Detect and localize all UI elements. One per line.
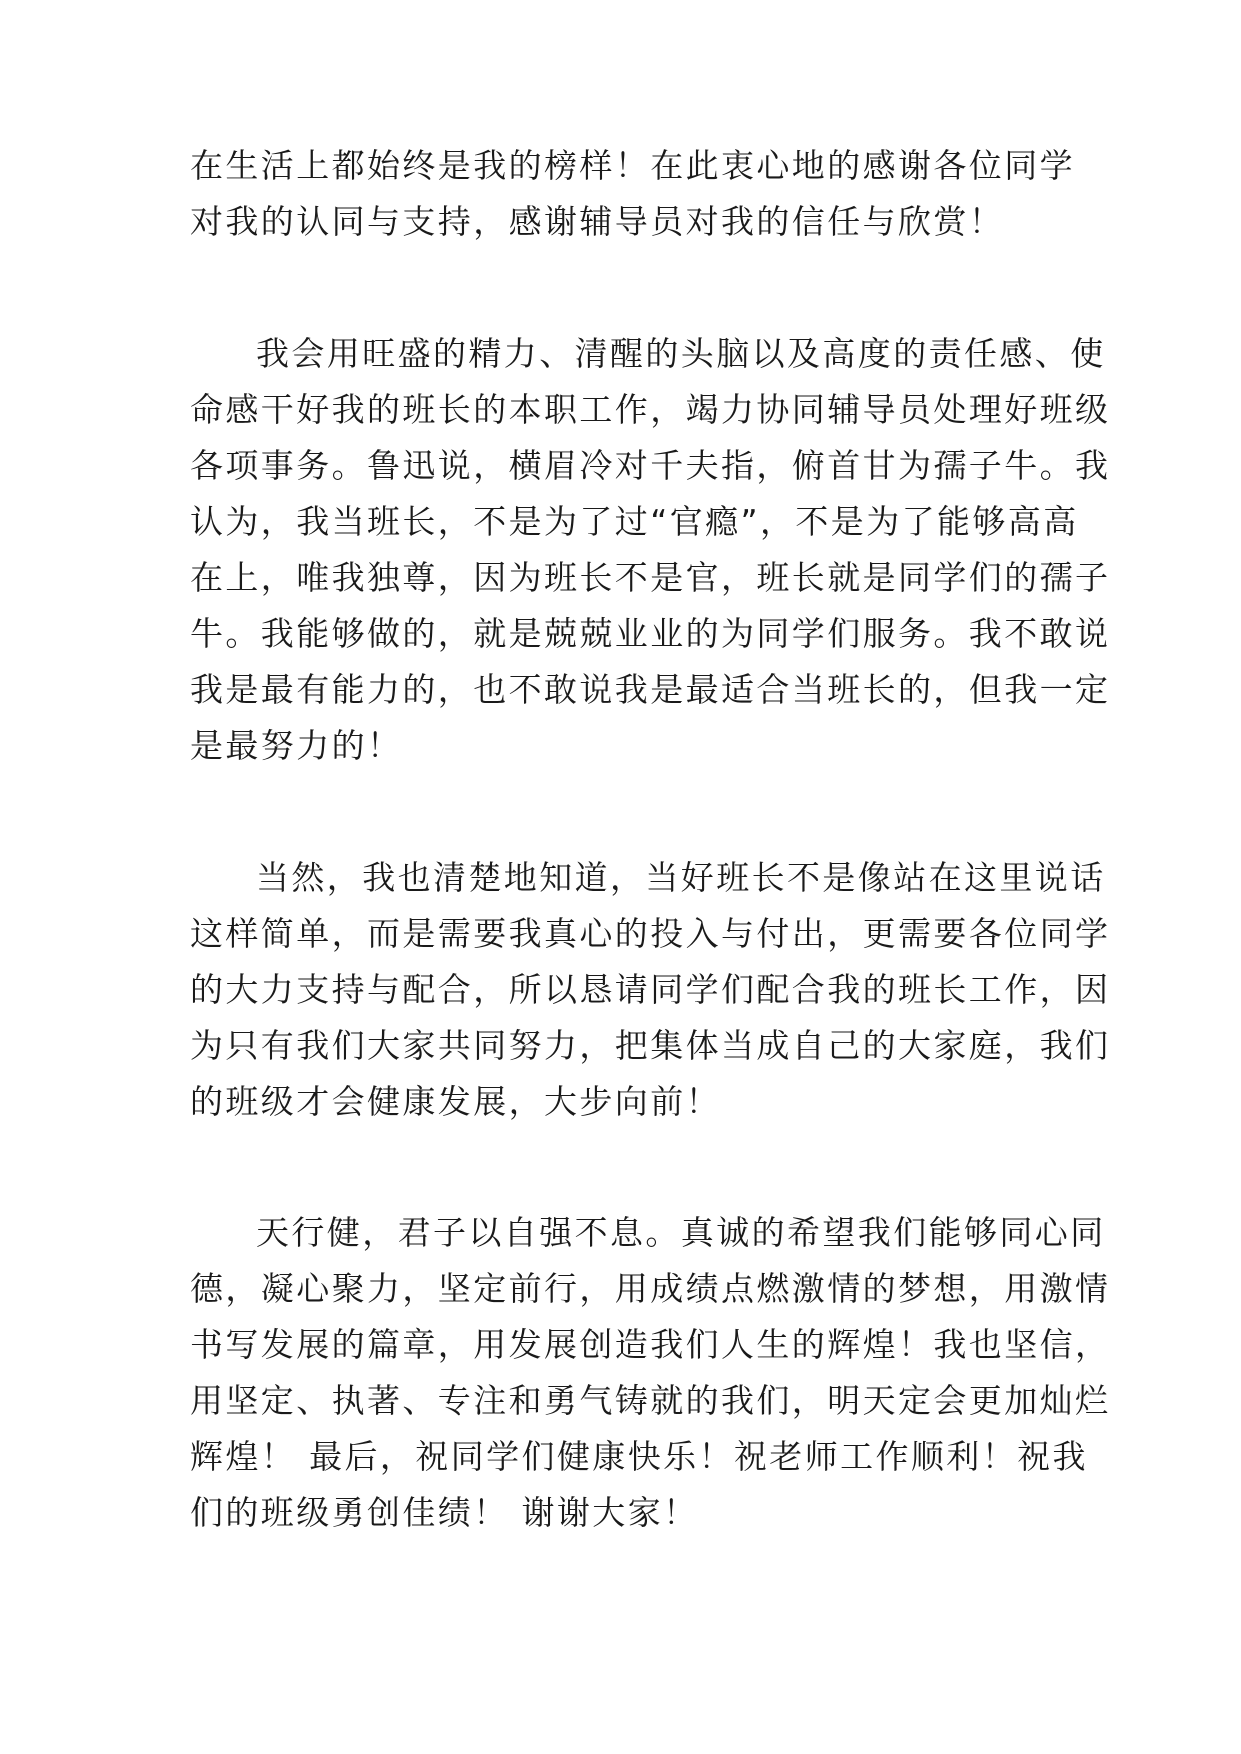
text-line: 对我的认同与支持，感谢辅导员对我的信任与欣赏！ bbox=[190, 202, 1005, 241]
text-line: 德，凝心聚力，坚定前行，用成绩点燃激情的梦想，用激情 bbox=[190, 1269, 1111, 1308]
text-line: 各项事务。鲁迅说，横眉冷对千夫指，俯首甘为孺子牛。我 bbox=[190, 446, 1111, 485]
paragraph-first-line: 我会用旺盛的精力、清醒的头脑以及高度的责任感、使 bbox=[256, 334, 1106, 373]
text-line: 我是最有能力的，也不敢说我是最适合当班长的，但我一定 bbox=[190, 670, 1111, 709]
text-line: 认为，我当班长，不是为了过“官瘾”，不是为了能够高高 bbox=[190, 502, 1079, 541]
text-line: 的大力支持与配合，所以恳请同学们配合我的班长工作，因 bbox=[190, 970, 1111, 1009]
text-line: 辉煌！ 最后，祝同学们健康快乐！祝老师工作顺利！祝我 bbox=[190, 1437, 1088, 1476]
paragraph-first-line: 天行健，君子以自强不息。真诚的希望我们能够同心同 bbox=[256, 1213, 1106, 1252]
text-line: 用坚定、执著、专注和勇气铸就的我们，明天定会更加灿烂 bbox=[190, 1381, 1111, 1420]
text-line: 在生活上都始终是我的榜样！在此衷心地的感谢各位同学 bbox=[190, 146, 1075, 185]
text-line: 牛。我能够做的，就是兢兢业业的为同学们服务。我不敢说 bbox=[190, 614, 1111, 653]
text-line: 在上，唯我独尊，因为班长不是官，班长就是同学们的孺子 bbox=[190, 558, 1111, 597]
text-line: 命感干好我的班长的本职工作，竭力协同辅导员处理好班级 bbox=[190, 390, 1111, 429]
paragraph-first-line: 当然，我也清楚地知道，当好班长不是像站在这里说话 bbox=[256, 858, 1106, 897]
text-line: 的班级才会健康发展，大步向前！ bbox=[190, 1082, 721, 1121]
text-line: 这样简单，而是需要我真心的投入与付出，更需要各位同学 bbox=[190, 914, 1111, 953]
text-line: 们的班级勇创佳绩！ 谢谢大家！ bbox=[190, 1493, 699, 1532]
text-line: 是最努力的！ bbox=[190, 726, 403, 765]
text-line: 为只有我们大家共同努力，把集体当成自己的大家庭，我们 bbox=[190, 1026, 1111, 1065]
text-line: 书写发展的篇章，用发展创造我们人生的辉煌！我也坚信， bbox=[190, 1325, 1111, 1364]
